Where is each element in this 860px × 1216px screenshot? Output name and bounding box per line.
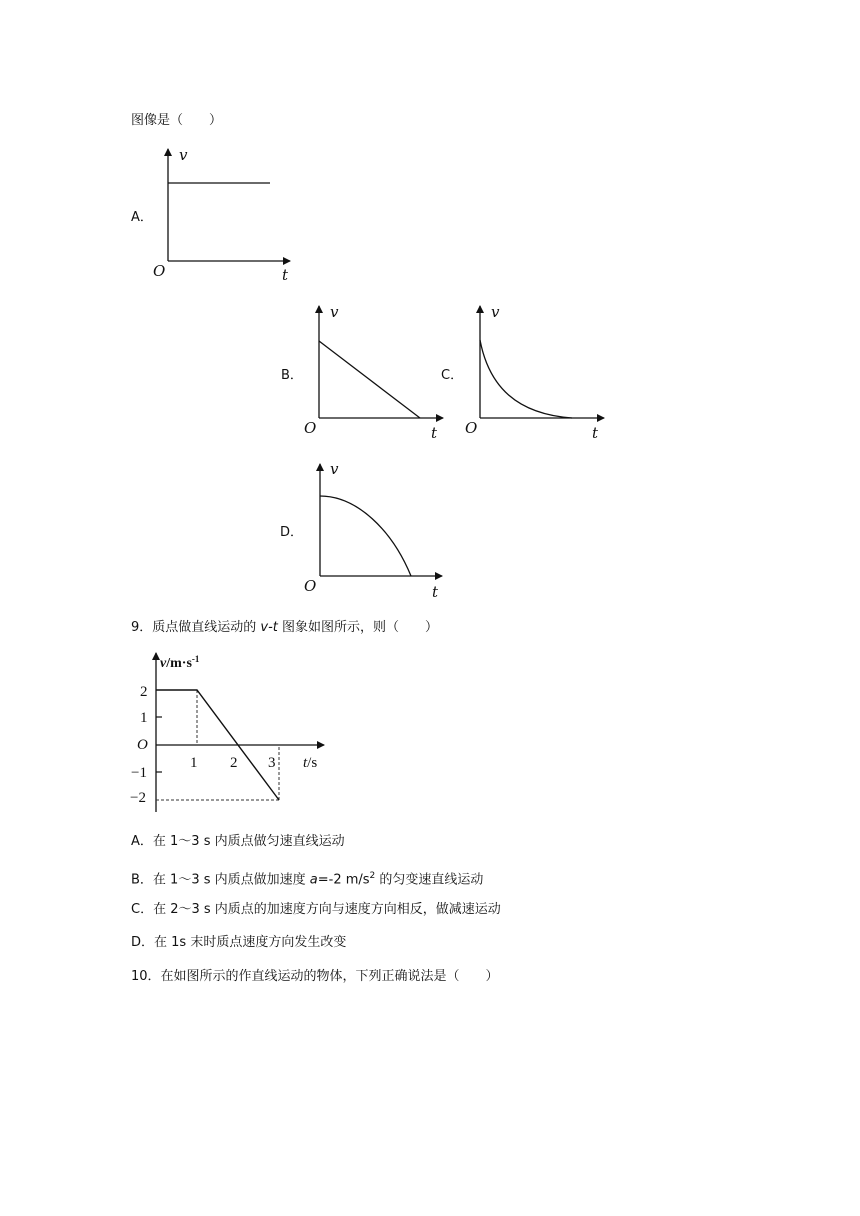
chart-x-axis-label: t/s bbox=[303, 755, 318, 771]
question9-stem-vt: v-t bbox=[260, 620, 278, 635]
option-a-graph bbox=[145, 145, 295, 285]
question9-option-d: D．在 1s 末时质点速度方向发生改变 bbox=[131, 935, 347, 950]
origin-label: O bbox=[153, 262, 166, 280]
x-tick-label-2: 2 bbox=[230, 755, 238, 771]
origin-label: O bbox=[465, 419, 478, 437]
t-axis-label: t bbox=[431, 424, 438, 442]
v-axis-label: v bbox=[179, 146, 188, 164]
question9-stem-after: 图象如图所示，则（ ） bbox=[277, 620, 439, 635]
option-b-label: B． bbox=[281, 368, 303, 383]
option-b-after: 的匀变速直线运动 bbox=[375, 872, 484, 888]
y-tick-label-2: 2 bbox=[140, 684, 148, 700]
question9-option-b bbox=[131, 867, 483, 889]
linear-decrease-curve bbox=[319, 341, 420, 418]
y-tick-label-1: 1 bbox=[140, 710, 148, 726]
option-d-graph bbox=[297, 460, 447, 600]
t-axis-label: t bbox=[592, 424, 599, 442]
option-b-before: B．在 1～3 s 内质点做加速度 bbox=[131, 872, 310, 888]
y-origin-label: O bbox=[137, 737, 148, 753]
x-tick-label-3: 3 bbox=[268, 755, 276, 771]
option-c-label: C． bbox=[441, 368, 464, 383]
option-b-a: a bbox=[309, 872, 318, 888]
t-axis-label: t bbox=[432, 583, 439, 601]
option-b-mid: =-2 m/s bbox=[317, 872, 370, 888]
question8-tail: 图像是（ ） bbox=[131, 113, 223, 128]
option-b-sup: 2 bbox=[369, 871, 376, 881]
v-axis-label: v bbox=[330, 460, 339, 478]
chart-y-axis-label: $v/m\cdot s^{-1}$ bbox=[160, 654, 200, 671]
origin-label: O bbox=[304, 577, 317, 595]
decreasing-concave-curve bbox=[320, 496, 411, 576]
question9-option-a: A．在 1～3 s 内质点做匀速直线运动 bbox=[131, 834, 345, 849]
v-axis-label: v bbox=[491, 303, 500, 321]
question9-stem bbox=[131, 619, 438, 637]
y-tick-label-minus1: −1 bbox=[131, 765, 147, 781]
t-axis-label: t bbox=[282, 266, 289, 284]
y-tick-label-minus2: −2 bbox=[130, 790, 146, 806]
question9-number: 9． bbox=[131, 620, 153, 635]
option-a-label: A． bbox=[131, 210, 153, 225]
option-c-graph bbox=[457, 302, 607, 442]
v-axis-label: v bbox=[330, 303, 339, 321]
origin-label: O bbox=[304, 419, 317, 437]
question9-vt-chart bbox=[120, 650, 330, 815]
question10-stem: 10．在如图所示的作直线运动的物体，下列正确说法是（ ） bbox=[131, 969, 499, 984]
x-tick-label-1: 1 bbox=[190, 755, 198, 771]
question9-stem-before: 质点做直线运动的 bbox=[152, 620, 261, 635]
exponential-decay-curve bbox=[480, 340, 572, 418]
question9-option-c: C．在 2～3 s 内质点的加速度方向与速度方向相反，做减速运动 bbox=[131, 902, 501, 917]
option-d-label: D． bbox=[280, 525, 304, 540]
option-b-graph bbox=[296, 302, 446, 442]
